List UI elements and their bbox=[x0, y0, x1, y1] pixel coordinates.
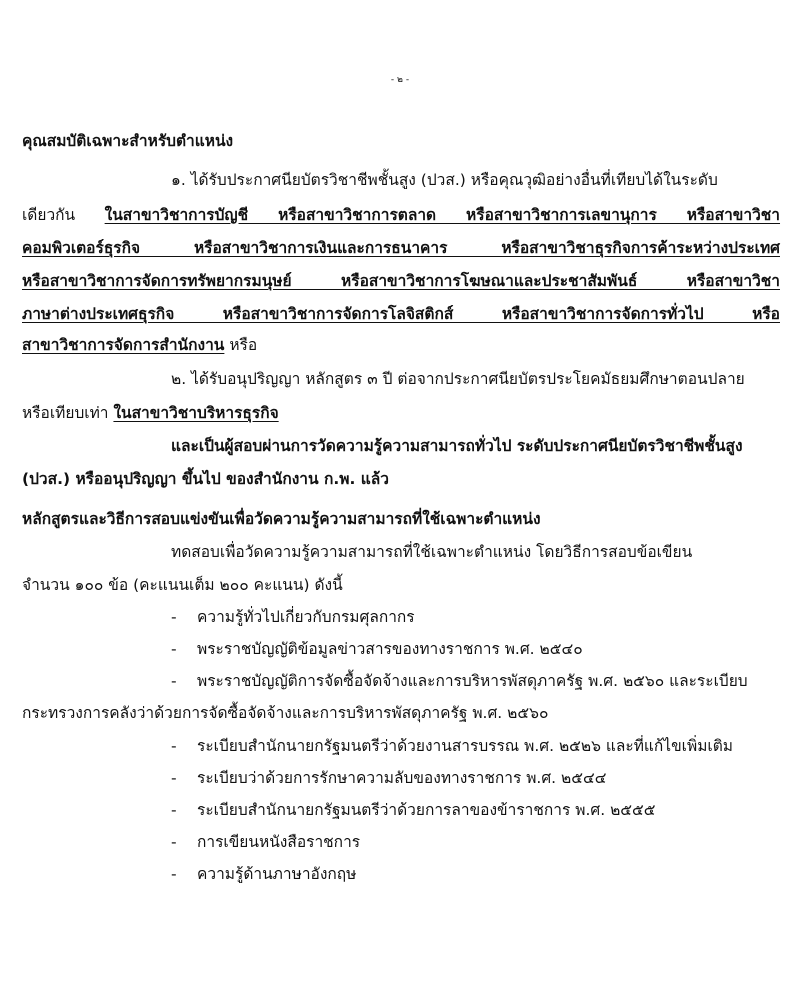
curriculum-intro-line-1: ทดสอบเพื่อวัดความรู้ความสามารถที่ใช้เฉพาะตำแหน่ง โดยวิธีการสอบข้อเขียน bbox=[171, 543, 693, 561]
text-segment: เดียวกัน bbox=[22, 206, 105, 224]
qualification-item-2-line-1: ๒. ได้รับอนุปริญญา หลักสูตร ๓ ปี ต่อจากประกาศนียบัตรประโยคมัธยมศึกษาตอนปลาย bbox=[171, 370, 745, 388]
qualification-item-1-line-1: ๑. ได้รับประกาศนียบัตรวิชาชีพชั้นสูง (ปวส.) หรือคุณวุฒิอย่างอื่นที่เทียบได้ในระดับ bbox=[171, 171, 718, 189]
qualification-item-2-line-2 bbox=[22, 401, 279, 425]
dash-bullet: - bbox=[171, 672, 177, 690]
topic-item bbox=[171, 798, 655, 822]
condition-line-2: (ปวส.) หรืออนุปริญญา ขึ้นไป ของสำนักงาน ก.พ. แล้ว bbox=[22, 470, 389, 488]
topic-item bbox=[171, 734, 733, 758]
text-segment: หรือเทียบเท่า bbox=[22, 404, 114, 422]
condition-line-1: และเป็นผู้สอบผ่านการวัดความรู้ความสามารถทั่วไป ระดับประกาศนียบัตรวิชาชีพชั้นสูง bbox=[171, 437, 743, 455]
topic-text: การเขียนหนังสือราชการ bbox=[197, 833, 361, 851]
topic-text: ความรู้ด้านภาษาอังกฤษ bbox=[197, 865, 357, 883]
topic-continuation: กระทรวงการคลังว่าด้วยการจัดซื้อจัดจ้างและการบริหารพัสดุภาครัฐ พ.ศ. ๒๕๖๐ bbox=[22, 704, 549, 722]
topic-item bbox=[171, 766, 606, 790]
curriculum-intro-line-2: จำนวน ๑๐๐ ข้อ (คะแนนเต็ม ๒๐๐ คะแนน) ดังนี้ bbox=[22, 576, 343, 594]
dash-bullet: - bbox=[171, 801, 177, 819]
dash-bullet: - bbox=[171, 608, 177, 626]
topic-text: พระราชบัญญัติข้อมูลข่าวสารของทางราชการ พ.ศ. ๒๕๔๐ bbox=[197, 640, 583, 658]
qualification-item-1-line-5: ภาษาต่างประเทศธุรกิจ หรือสาขาวิชาการจัดการโลจิสติกส์ หรือสาขาวิชาการจัดการทั่วไป หรือ bbox=[22, 305, 780, 323]
topic-item bbox=[171, 605, 415, 629]
page-number: - ๒ - bbox=[390, 75, 410, 85]
topic-text: พระราชบัญญัติการจัดซื้อจัดจ้างและการบริหารพัสดุภาครัฐ พ.ศ. ๒๕๖๐ และระเบียบ bbox=[197, 672, 748, 690]
underlined-fields-text: ในสาขาวิชาการบัญชี หรือสาขาวิชาการตลาด หรือสาขาวิชาการเลขานุการ หรือสาขาวิชา bbox=[104, 206, 781, 224]
dash-bullet: - bbox=[171, 737, 177, 755]
underlined-fields-text: ในสาขาวิชาบริหารธุรกิจ bbox=[113, 404, 279, 422]
qualification-item-1-line-3: คอมพิวเตอร์ธุรกิจ หรือสาขาวิชาการเงินและการธนาคาร หรือสาขาวิชาธุรกิจการค้าระหว่างประเทศ bbox=[22, 239, 780, 257]
topic-text: ระเบียบว่าด้วยการรักษาความลับของทางราชการ พ.ศ. ๒๕๔๔ bbox=[197, 769, 607, 787]
qualifications-heading: คุณสมบัติเฉพาะสำหรับตำแหน่ง bbox=[22, 132, 234, 150]
dash-bullet: - bbox=[171, 769, 177, 787]
dash-bullet: - bbox=[171, 865, 177, 883]
dash-bullet: - bbox=[171, 833, 177, 851]
topic-text: ระเบียบสำนักนายกรัฐมนตรีว่าด้วยการลาของข้าราชการ พ.ศ. ๒๕๕๕ bbox=[197, 801, 656, 819]
underlined-fields-text: สาขาวิชาการจัดการสำนักงาน bbox=[22, 336, 225, 354]
topic-text: ระเบียบสำนักนายกรัฐมนตรีว่าด้วยงานสารบรรณ พ.ศ. ๒๕๒๖ และที่แก้ไขเพิ่มเติม bbox=[197, 737, 733, 755]
topic-text: ความรู้ทั่วไปเกี่ยวกับกรมศุลกากร bbox=[197, 608, 415, 626]
text-segment: หรือ bbox=[224, 336, 258, 354]
topic-item bbox=[171, 637, 583, 661]
qualification-item-1-line-4: หรือสาขาวิชาการจัดการทรัพยากรมนุษย์ หรือสาขาวิชาการโฆษณาและประชาสัมพันธ์ หรือสาขาวิชา bbox=[22, 272, 780, 290]
topic-item bbox=[171, 669, 748, 693]
curriculum-heading: หลักสูตรและวิธีการสอบแข่งขันเพื่อวัดความรู้ความสามารถที่ใช้เฉพาะตำแหน่ง bbox=[22, 510, 541, 528]
topic-item bbox=[171, 830, 360, 854]
qualification-item-1-line-2 bbox=[22, 203, 780, 227]
topic-item bbox=[171, 862, 356, 886]
qualification-item-1-line-6 bbox=[22, 333, 257, 357]
dash-bullet: - bbox=[171, 640, 177, 658]
